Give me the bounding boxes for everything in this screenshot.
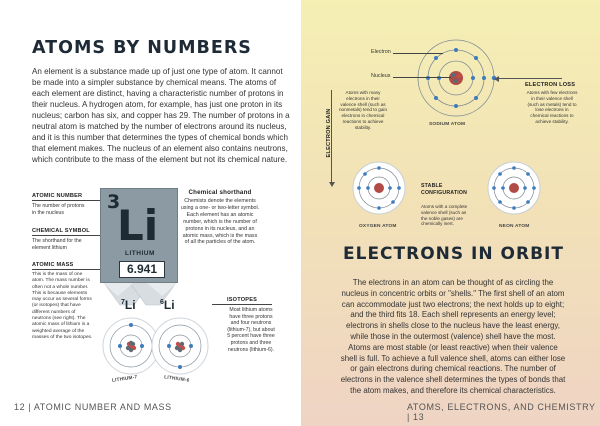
neon-atom-diagram <box>486 160 542 216</box>
isotope7-label: LITHIUM-7 <box>111 375 138 384</box>
right-page <box>301 0 600 426</box>
right-footer: ATOMS, ELECTRONS, AND CHEMISTRY | 13 <box>407 402 596 422</box>
section-title: ELECTRONS IN ORBIT <box>343 244 564 264</box>
isotope7-sym: Li <box>124 298 136 312</box>
isotope6-symbol <box>160 298 175 312</box>
lithium6-atom-diagram <box>150 316 210 376</box>
isotopes-title: ISOTOPES <box>227 297 258 303</box>
leader-line <box>393 53 443 54</box>
intro-paragraph: An element is a substance made up of just one type of atom. It cannot be made into a simpler substance by chemical means. The atoms of each element are distinct, having a characteristic number of protons in their nucleus. A hydrogen atom, for example, has just one proton in its nucleus; carbon has six, and copper has 29. The number of protons in a neutral atom is matched by the number of electrons around its nucleus, and it is this number that determines the types of chemical bonds which that element makes. The nucleus of an element also contains neutrons, which contribute to the mass of the element but not its chemical nature. <box>32 67 290 164</box>
atomic-mass-value: 6.941 <box>119 261 165 278</box>
electron-gain-title: ELECTRON GAIN <box>326 108 332 158</box>
arrow-head-icon <box>329 182 335 187</box>
shorthand-desc: Chemists denote the elements using a one- or two-letter symbol. Each element has an atomic number, which is the number of protons in its nucleus, and an atomic mass, which is the mass of all the particles of the atom. <box>180 198 260 246</box>
stable-title: STABLE CONFIGURATION <box>421 183 468 196</box>
shorthand-title: Chemical shorthand <box>188 189 252 196</box>
loss-desc: Atoms with few electrons in their valence shell (such as metals) tend to lose electrons in chemical reactions to achieve stability. <box>526 90 578 124</box>
stable-desc: Atoms with a complete valence shell (such as the noble gases) are chemically inert. <box>421 204 468 227</box>
isotope7-mass-number: 7 <box>121 299 125 306</box>
nucleus-label: Nucleus <box>371 73 391 79</box>
atomic-number-title: ATOMIC NUMBER <box>32 193 83 199</box>
atomic-mass-desc: This is the mass of one atom. The mass number is often not a whole number. This is because elements may occur as several forms (or isotopes) that have different numbers of neutrons (see right). The atomic mass of lithium is a weighted average of the masses of the two isotopes. <box>32 272 93 340</box>
oxygen-label: OXYGEN ATOM <box>359 224 397 229</box>
arrow-head-icon <box>494 76 499 82</box>
element-name: LITHIUM <box>125 250 155 257</box>
left-footer: 12 | ATOMIC NUMBER AND MASS <box>14 402 172 412</box>
chemical-symbol-desc: The shorthand for the element lithium <box>32 238 82 251</box>
isotope6-label: LITHIUM-6 <box>163 375 190 384</box>
chemical-symbol-title: CHEMICAL SYMBOL <box>32 228 90 234</box>
isotope6-sym: Li <box>163 298 175 312</box>
sodium-label: SODIUM ATOM <box>429 122 466 127</box>
gain-desc: Atoms with many electrons in their valence shell (such as nonmetals) tend to gain electrons in chemical reactions to achieve stability. <box>338 90 387 130</box>
electron-label: Electron <box>371 49 391 55</box>
oxygen-atom-diagram <box>351 160 407 216</box>
neon-label: NEON ATOM <box>499 224 530 229</box>
isotope6-mass-number: 6 <box>160 299 164 306</box>
electron-loss-title: ELECTRON LOSS <box>525 82 576 88</box>
leader-line <box>393 77 451 78</box>
isotope7-symbol <box>121 298 136 312</box>
loss-arrow <box>496 78 562 79</box>
sodium-atom-diagram <box>416 38 496 118</box>
isotopes-desc: Most lithium atoms have three protons and four neutrons (lithium-7), but about 5 percent have three protons and three neutrons (lithium-6). <box>227 307 275 353</box>
atomic-number: 3 <box>107 191 121 213</box>
atomic-number-desc: The number of protons in the nucleus <box>32 203 85 216</box>
element-symbol: Li <box>117 201 159 250</box>
page-title: ATOMS BY NUMBERS <box>32 38 252 58</box>
leader-line <box>212 304 272 305</box>
orbit-paragraph: The electrons in an atom can be thought of as circling the nucleus in concentric orbits or "shells." The first shell of an atom can accommodate just two electrons; the next holds up to eight; and the third fits 18. Each shell represents an energy level; electrons in shells close to the nucleus have the least energy, while those in the outermost (valence) shell have the most. Atoms are most stable (or least reactive) when their valence shell is full. To achieve a full valence shell, atoms can either lose or gain electrons during chemical reactions. The number of electrons in the valence shell determines the types of bonds that the atom makes, and therefore its chemical characteristics. <box>340 278 566 395</box>
atomic-mass-title: ATOMIC MASS <box>32 262 74 268</box>
